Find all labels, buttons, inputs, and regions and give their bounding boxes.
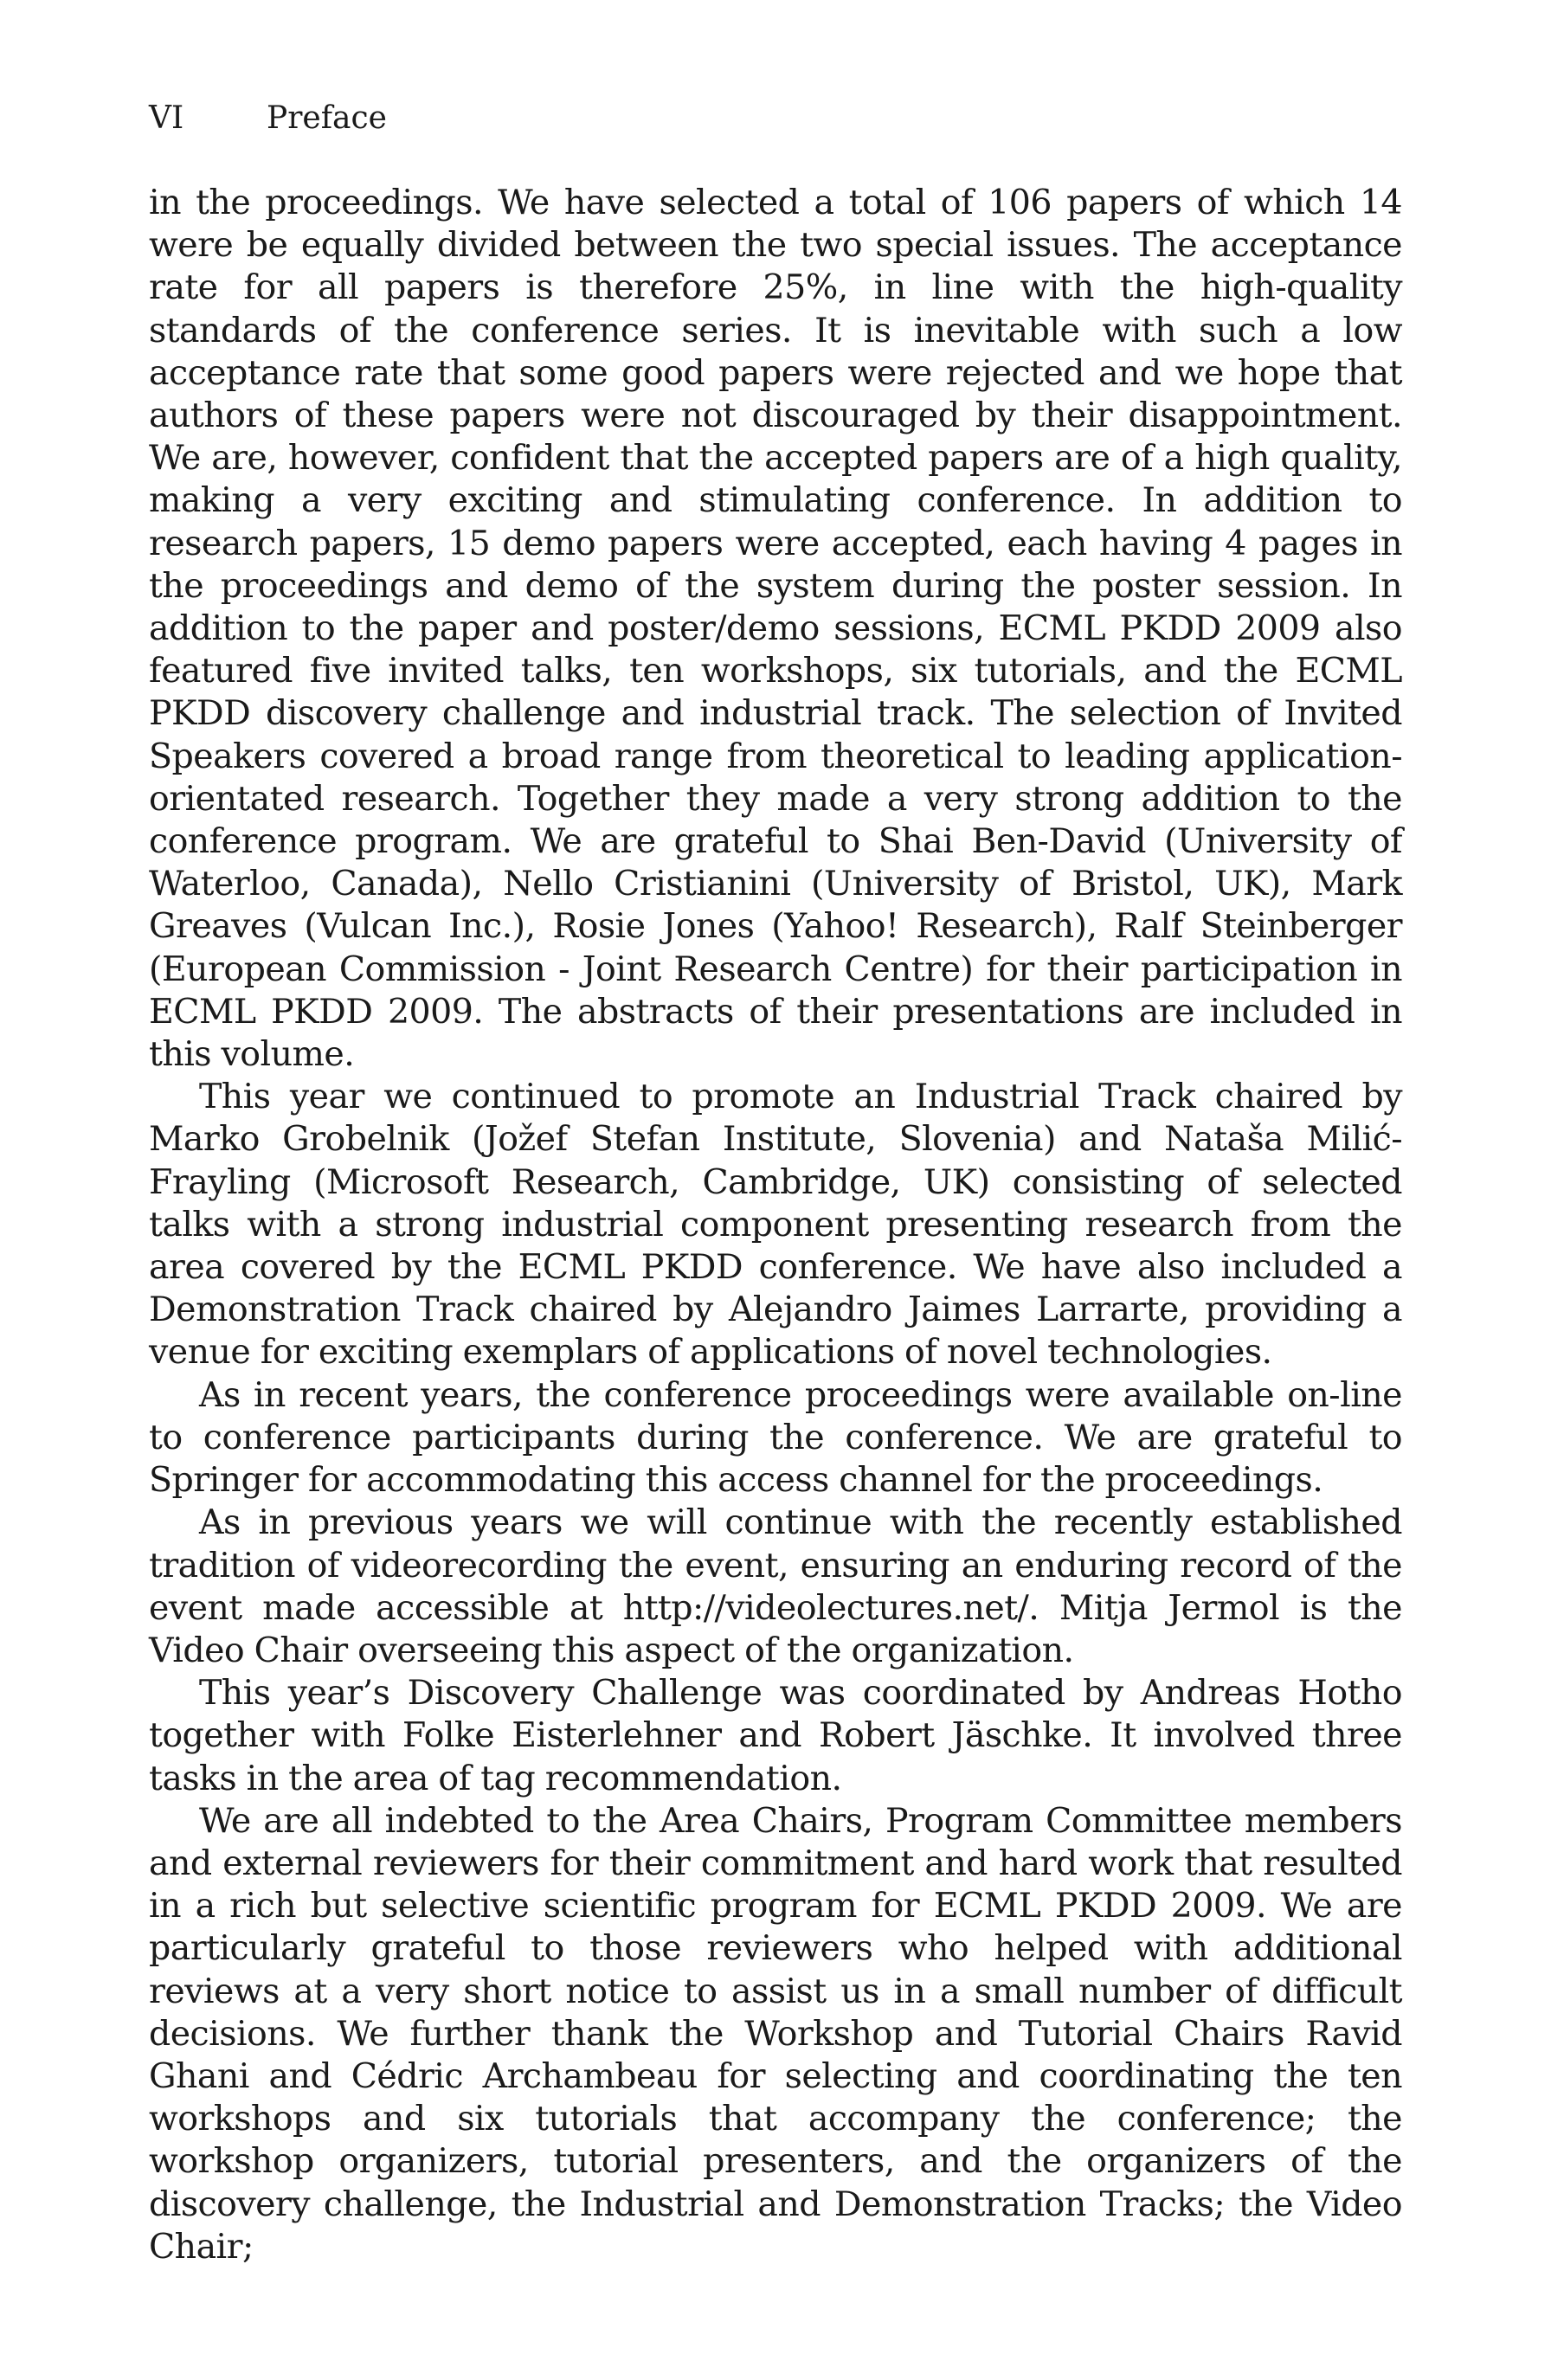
paragraph-discovery-challenge: This year’s Discovery Challenge was coordinated by Andreas Hotho together with Folke Eisterlehner and Robert Jäschke. It involved three tasks in the area of tag recommendation. (149, 1673, 1402, 1798)
body-text (149, 182, 1402, 2268)
paragraph-continued: in the proceedings. We have selected a total of 106 papers of which 14 were be equally divided between the two special issues. The acceptance rate for all papers is therefore 25%, in line with the high-quality standards of the conference series. It is inevitable with such a low acceptance rate that some good papers were rejected and we hope that authors of these papers were not discouraged by their disappointment. We are, however, confident that the accepted papers are of a high quality, making a very exciting and stimulating conference. In addition to research papers, 15 demo papers were accepted, each having 4 pages in the proceedings and demo of the system during the poster session. In addition to the paper and poster/demo sessions, ECML PKDD 2009 also featured five invited talks, ten workshops, six tutorials, and the ECML PKDD discovery challenge and industrial track. The selection of Invited Speakers covered a broad range from theoretical to leading application-orientated research. Together they made a very strong addition to the conference program. We are grateful to Shai Ben-David (University of Waterloo, Canada), Nello Cristianini (University of Bristol, UK), Mark Greaves (Vulcan Inc.), Rosie Jones (Yahoo! Research), Ralf Steinberger (European Commission - Joint Research Centre) for their participation in ECML PKDD 2009. The abstracts of their presentations are included in this volume. (149, 183, 1402, 1075)
running-header (149, 100, 387, 137)
page-number: VI (149, 100, 184, 136)
paragraph-videorecording: As in previous years we will continue with the recently established tradition of videorecording the event, ensuring an enduring record of the event made accessible at http://videolectures.net/. Mitja Jermol is the Video Chair overseeing this aspect of the organization. (149, 1502, 1402, 1670)
paragraph-acknowledgements: We are all indebted to the Area Chairs, Program Committee members and external reviewers for their commitment and hard work that resulted in a rich but selective scientific program for ECML PKDD 2009. We are particularly grateful to those reviewers who helped with additional reviews at a very short notice to assist us in a small number of difficult decisions. We further thank the Workshop and Tutorial Chairs Ravid Ghani and Cédric Archambeau for selecting and coordinating the ten workshops and six tutorials that accompany the conference; the workshop organizers, tutorial presenters, and the organizers of the discovery challenge, the Industrial and Demonstration Tracks; the Video Chair; (149, 1800, 1402, 2267)
paragraph-online-proceedings: As in recent years, the conference proceedings were available on-line to conference participants during the conference. We are grateful to Springer for accommodating this access channel for the proceedings. (149, 1374, 1402, 1501)
running-title: Preface (267, 100, 387, 136)
paragraph-industrial-track: This year we continued to promote an Industrial Track chaired by Marko Grobelnik (Jožef Stefan Institute, Slovenia) and Nataša Milić-Frayling (Microsoft Research, Cambridge, UK) consisting of selected talks with a strong industrial component presenting research from the area covered by the ECML PKDD conference. We have also included a Demonstration Track chaired by Alejandro Jaimes Larrarte, providing a venue for exciting exemplars of applications of novel technologies. (149, 1077, 1402, 1373)
